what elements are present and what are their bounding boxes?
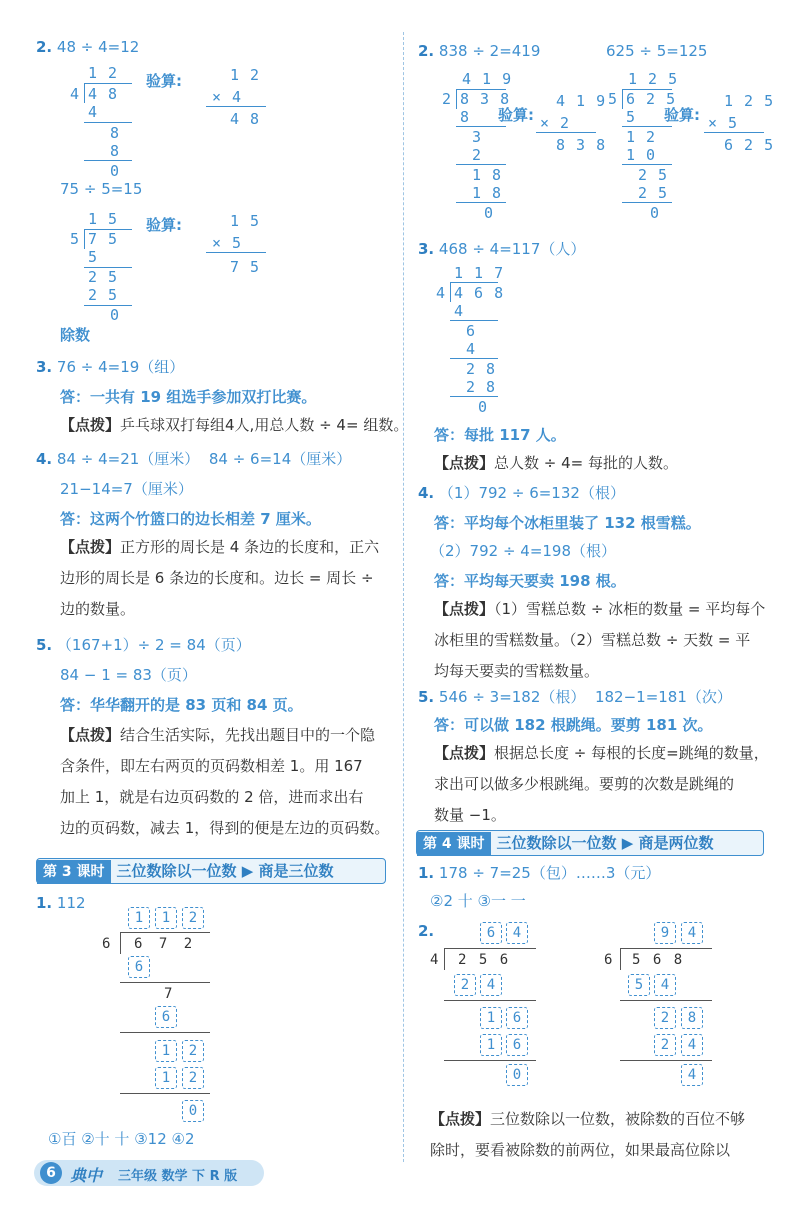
l3-quot-1: 1 bbox=[128, 907, 150, 929]
r-div1-sub2: 2 bbox=[472, 146, 483, 164]
l4-d2-quot-1: 9 bbox=[654, 922, 676, 944]
div2-rem2: 0 bbox=[110, 306, 121, 324]
l4-d1-sub1-b: 4 bbox=[480, 974, 502, 996]
r-q3-sub3: 2 8 bbox=[466, 378, 497, 396]
r-check2-b: × 5 bbox=[708, 114, 739, 132]
q3-answer: 答：一共有 19 组选手参加双打比赛。 bbox=[60, 388, 317, 406]
r-q4-answer2: 答：平均每天要卖 198 根。 bbox=[434, 572, 626, 590]
r-verify-1: 验算: bbox=[498, 106, 534, 124]
q4-answer: 答：这两个竹篮口的边长相差 7 厘米。 bbox=[60, 510, 321, 528]
lesson3-header bbox=[36, 858, 386, 884]
r-verify-2: 验算: bbox=[664, 106, 700, 124]
div2-rem1: 2 5 bbox=[88, 268, 119, 286]
l4-d2-sub2-b: 4 bbox=[681, 1034, 703, 1056]
l3-sub3-a: 1 bbox=[155, 1067, 177, 1089]
r-check1-a: 4 1 9 bbox=[556, 92, 607, 110]
l4q2-num: 2. bbox=[418, 922, 435, 940]
r-div2-sub2: 1 0 bbox=[626, 146, 657, 164]
r-check1-b: × 2 bbox=[540, 114, 571, 132]
r-div1-divisor: 2 bbox=[442, 90, 453, 108]
r-q3-quotient: 1 1 7 bbox=[454, 264, 505, 282]
lesson4-header bbox=[416, 830, 764, 856]
div1-rem2: 0 bbox=[110, 162, 121, 180]
div2-quotient: 1 5 bbox=[88, 210, 119, 228]
l4-d1-rem1-b: 6 bbox=[506, 1007, 528, 1029]
lesson3-tag: 第 3 课时 bbox=[37, 860, 111, 884]
r-q3-divisor: 4 bbox=[436, 284, 447, 302]
r-q4-answer1: 答：平均每个冰柜里装了 132 根雪糕。 bbox=[434, 514, 701, 532]
l3-sub2: 6 bbox=[155, 1006, 177, 1028]
lesson4-title: 三位数除以一位数 ▶ 商是两位数 bbox=[496, 834, 714, 852]
l3-quot-2: 1 bbox=[155, 907, 177, 929]
l3-divisor: 6 bbox=[102, 936, 111, 952]
l3-fill-answers: ①百 ②十 十 ③12 ④2 bbox=[48, 1130, 195, 1148]
l4-d2-sub1-a: 5 bbox=[628, 974, 650, 996]
r-check2-c: 6 2 5 bbox=[724, 136, 775, 154]
l4-d1-sub2-b: 6 bbox=[506, 1034, 528, 1056]
r-div1-sub3: 1 8 bbox=[472, 184, 503, 202]
check2-a: 1 5 bbox=[230, 212, 261, 230]
r-div1-quotient: 4 1 9 bbox=[462, 70, 513, 88]
l4-d2-divisor: 6 bbox=[604, 952, 613, 968]
l4-d2-quot-2: 4 bbox=[681, 922, 703, 944]
verify-label-2: 验算: bbox=[146, 216, 182, 234]
q5-answer: 答：华华翻开的是 83 页和 84 页。 bbox=[60, 696, 303, 714]
r-q3-answer: 答：每批 117 人。 bbox=[434, 426, 566, 444]
q5-tip: 【点拨】结合生活实际，先找出题目中的一个隐 含条件，即左右两页的页码数相差 1。用 167 加上 1，就是右边页码数的 2 倍，进而求出右 边的页码数，减去 1，得到的便是左边的页码数。 bbox=[60, 726, 390, 837]
q5-eq2: 84 − 1 = 83（页） bbox=[60, 666, 197, 684]
div2-sub2: 2 5 bbox=[88, 286, 119, 304]
r-q5-answer: 答：可以做 182 根跳绳。要剪 181 次。 bbox=[434, 716, 713, 734]
l4q1-eq: 1. 178 ÷ 7=25（包）……3（元） bbox=[418, 864, 661, 882]
q5-eq: 5. （167+1）÷ 2 = 84（页） bbox=[36, 636, 251, 654]
r-div1-rem1: 3 bbox=[472, 128, 483, 146]
brand-logo: 典中 bbox=[70, 1166, 103, 1185]
r-check2-a: 1 2 5 bbox=[724, 92, 775, 110]
l4-d1-rem2: 0 bbox=[506, 1064, 528, 1086]
l3q1-eq: 1. 112 bbox=[36, 894, 86, 912]
q4-eq: 4. 84 ÷ 4=21（厘米） 84 ÷ 6=14（厘米） bbox=[36, 450, 352, 468]
l3-rem1: 7 bbox=[164, 986, 173, 1002]
l4-d1-sub1-a: 2 bbox=[454, 974, 476, 996]
r-div2-dividend: 6 2 5 bbox=[626, 90, 677, 108]
div1-dividend: 4 8 bbox=[88, 85, 119, 103]
r-div1-dividend: 8 3 8 bbox=[460, 90, 511, 108]
l4-d1-rem1-a: 1 bbox=[480, 1007, 502, 1029]
l4-d1-quot-2: 4 bbox=[506, 922, 528, 944]
r-div2-sub3: 2 5 bbox=[638, 184, 669, 202]
l3-rem2-b: 2 bbox=[182, 1040, 204, 1062]
div1-sub2: 8 bbox=[110, 142, 121, 160]
l4-d2-dividend: 5 6 8 bbox=[632, 952, 685, 968]
r-div1-rem3: 0 bbox=[484, 204, 495, 222]
r-div2-rem1: 1 2 bbox=[626, 128, 657, 146]
grade-label: 三年级 数学 下 R 版 bbox=[118, 1169, 238, 1184]
l4-d1-sub2-a: 1 bbox=[480, 1034, 502, 1056]
r-q3-rem1: 6 bbox=[466, 322, 477, 340]
r-q2-eq2: 625 ÷ 5=125 bbox=[606, 42, 708, 60]
div1-divisor: 4 bbox=[70, 85, 81, 103]
l4-tip: 【点拨】三位数除以一位数，被除数的百位不够 除时，要看被除数的前两位，如果最高位除以 bbox=[430, 1110, 746, 1159]
r-check1-c: 8 3 8 bbox=[556, 136, 607, 154]
r-div2-divisor: 5 bbox=[608, 90, 619, 108]
column-divider bbox=[403, 32, 404, 1162]
l4-d2-sub1-b: 4 bbox=[654, 974, 676, 996]
r-q3-sub1: 4 bbox=[454, 302, 465, 320]
r-q5-eq: 5. 546 ÷ 3=182（根） 182−1=181（次） bbox=[418, 688, 732, 706]
l4q1-fill: ②2 十 ③一 一 bbox=[430, 892, 526, 910]
div1-rem1: 8 bbox=[110, 124, 121, 142]
check1-a: 1 2 bbox=[230, 66, 261, 84]
lesson4-tag: 第 4 课时 bbox=[417, 832, 491, 856]
l4-d1-dividend: 2 5 6 bbox=[458, 952, 511, 968]
l3-sub3-b: 2 bbox=[182, 1067, 204, 1089]
div1-sub1: 4 bbox=[88, 103, 99, 121]
r-q3-sub2: 4 bbox=[466, 340, 477, 358]
q3-tip: 【点拨】乒乓球双打每组4人,用总人数 ÷ 4= 组数。 bbox=[60, 416, 409, 434]
r-div2-rem3: 0 bbox=[650, 204, 661, 222]
l3-dividend: 6 7 2 bbox=[134, 936, 197, 952]
r-q4-eq1: 4. （1）792 ÷ 6=132（根） bbox=[418, 484, 625, 502]
l3-sub1: 6 bbox=[128, 956, 150, 978]
check1-c: 4 8 bbox=[230, 110, 261, 128]
q4-tip: 【点拨】正方形的周长是 4 条边的长度和，正六 边形的周长是 6 条边的长度和。边长 = 周长 ÷ 边的数量。 bbox=[60, 538, 380, 618]
l4-d1-quot-1: 6 bbox=[480, 922, 502, 944]
r-div1-sub1: 8 bbox=[460, 108, 471, 126]
q3-eq: 3. 76 ÷ 4=19（组） bbox=[36, 358, 185, 376]
q2-extra: 除数 bbox=[60, 326, 91, 344]
r-q3-tip: 【点拨】总人数 ÷ 4= 每批的人数。 bbox=[434, 454, 679, 472]
r-q4-eq2: （2）792 ÷ 4=198（根） bbox=[430, 542, 617, 560]
q4-eq3: 21−14=7（厘米） bbox=[60, 480, 193, 498]
check2-b: × 5 bbox=[212, 234, 243, 252]
q2-eq2: 75 ÷ 5=15 bbox=[60, 180, 143, 198]
l4-d2-rem1-a: 2 bbox=[654, 1007, 676, 1029]
r-q3-rem2: 2 8 bbox=[466, 360, 497, 378]
l3-quot-3: 2 bbox=[182, 907, 204, 929]
r-q4-tip: 【点拨】（1）雪糕总数 ÷ 冰柜的数量 = 平均每个 冰柜里的雪糕数量。（2）雪糕总数 ÷ 天数 = 平 均每天要卖的雪糕数量。 bbox=[434, 600, 766, 680]
q2-eq1: 2. 48 ÷ 4=12 bbox=[36, 38, 140, 56]
verify-label-1: 验算: bbox=[146, 72, 182, 90]
l4-d1-divisor: 4 bbox=[430, 952, 439, 968]
div2-sub1: 5 bbox=[88, 248, 99, 266]
r-div1-rem2: 1 8 bbox=[472, 166, 503, 184]
div2-divisor: 5 bbox=[70, 230, 81, 248]
r-q2-eq1: 2. 838 ÷ 2=419 bbox=[418, 42, 541, 60]
r-q3-rem3: 0 bbox=[478, 398, 489, 416]
page-number: 6 bbox=[40, 1162, 62, 1184]
l4-d2-sub2-a: 2 bbox=[654, 1034, 676, 1056]
r-div2-sub1: 5 bbox=[626, 108, 637, 126]
r-q3-dividend: 4 6 8 bbox=[454, 284, 505, 302]
r-q5-tip: 【点拨】根据总长度 ÷ 每根的长度=跳绳的数量， 求出可以做多少根跳绳。要剪的次数是跳绳的 数量 −1。 bbox=[434, 744, 769, 824]
l4-d2-rem2: 4 bbox=[681, 1064, 703, 1086]
check1-b: × 4 bbox=[212, 88, 243, 106]
r-div2-quotient: 1 2 5 bbox=[628, 70, 679, 88]
r-q3-eq: 3. 468 ÷ 4=117（人） bbox=[418, 240, 586, 258]
lesson3-title: 三位数除以一位数 ▶ 商是三位数 bbox=[116, 862, 334, 880]
div1-quotient: 1 2 bbox=[88, 64, 119, 82]
r-div2-rem2: 2 5 bbox=[638, 166, 669, 184]
div2-dividend: 7 5 bbox=[88, 230, 119, 248]
l4-d2-rem1-b: 8 bbox=[681, 1007, 703, 1029]
check2-c: 7 5 bbox=[230, 258, 261, 276]
l3-rem2-a: 1 bbox=[155, 1040, 177, 1062]
l3-rem3: 0 bbox=[182, 1100, 204, 1122]
